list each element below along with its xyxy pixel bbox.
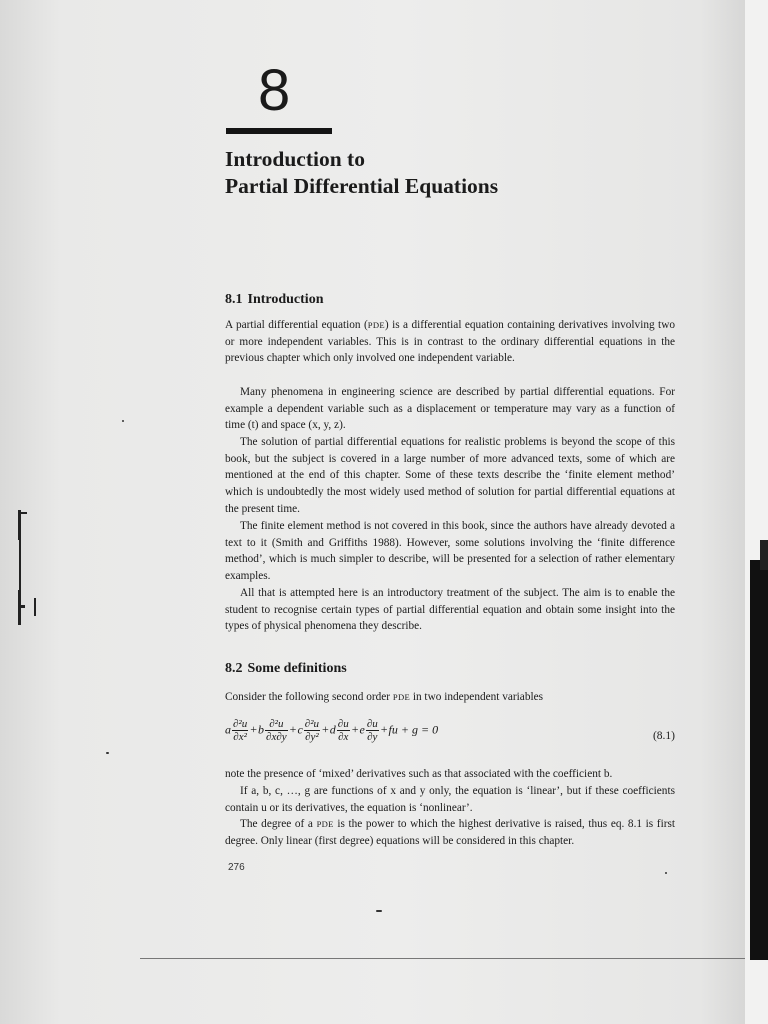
chapter-title-line1: Introduction to [225,147,365,171]
section-heading-8-2 [225,661,347,677]
section-heading-8-1 [225,292,323,308]
fraction [304,718,320,743]
abbreviation-pde: PDE [367,320,385,330]
paragraph-4: The finite element method is not covered in this book, since the authors have already devoted a text to it (Smith and Griffiths 1988). However, some solutions involving the ‘finite difference method’, which is much simpler to describe, will be presented for a selection of rather elementary examples. [225,520,675,583]
equation-number: (8.1) [652,730,675,742]
denominator: ∂y² [305,731,319,743]
equation-8-1 [225,718,675,752]
section-title: Introduction [247,292,324,307]
numerator: ∂u [366,718,378,730]
paragraph-1 [225,317,675,367]
equation-body [225,718,438,743]
fraction [265,718,288,743]
denominator: ∂x∂y [266,731,287,743]
coefficient-c: c [297,722,303,737]
coefficient-a: a [225,722,231,737]
paragraph-text: in two independent variables [410,691,544,703]
plus-sign: + [322,722,329,737]
chapter-title [225,146,685,200]
paragraph-definitions-intro [225,689,675,706]
page-number: 276 [228,862,245,873]
paragraph-linearity: If a, b, c, …, g are functions of x and y only, the equation is ‘linear’, but if these coefficients contain u or its derivatives, the equation is ‘nonlinear’. [225,785,675,814]
plus-sign: + [380,722,388,737]
paragraph-5: All that is attempted here is an introductory treatment of the subject. The aim is to enable the student to recognise certain types of partial differential equation and obtain some insight into the types of physical phenomena they describe. [225,587,675,633]
paragraph-3: The solution of partial differential equations for realistic problems is beyond the scope of this book, but the subject is covered in a large number of more advanced texts, some of which are mentioned at the end of this chapter. Some of these texts describe the ‘finite element method’ which is undoubtedly the most widely used method of solution for partial differential equations at the present time. [225,436,675,515]
paragraph-text: Consider the following second order [225,691,393,703]
plus-sign: + [351,722,359,737]
denominator: ∂x [338,731,349,743]
paragraph-text: ) is a differential equation containing derivatives involving two or more independent variables. This is in contrast to the ordinary differential equations in the previous chapter which only involved one independent variable. [225,319,676,365]
plus-sign: + [289,722,297,737]
denominator: ∂x² [233,731,247,743]
chapter-title-line2: Partial Differential Equations [225,174,499,198]
denominator: ∂y [367,731,378,743]
paragraph-text: is the power to which the highest derivative is raised, thus eq. 8.1 is first degree. Only linear (first degree) equations will be considered in this chapter. [225,818,675,847]
equation-tail: fu + g = 0 [388,722,439,737]
numerator: ∂²u [304,718,319,730]
abbreviation-pde: PDE [392,692,410,702]
coefficient-d: d [329,722,336,737]
numerator: ∂²u [265,718,288,731]
coefficient-b: b [258,722,265,737]
paragraph-mixed-derivatives: note the presence of ‘mixed’ derivatives such as that associated with the coefficient b. [225,768,613,780]
section-title: Some definitions [247,661,347,676]
paragraph-text: The degree of a [240,818,317,830]
chapter-number: 8 [258,58,291,123]
paragraph-degree [225,816,675,849]
fraction [232,718,248,743]
abbreviation-pde: PDE [316,819,334,829]
paragraph-text: A partial differential equation ( [225,319,368,331]
numerator: ∂²u [233,718,248,730]
plus-sign: + [250,722,258,737]
section-number: 8.2 [225,661,243,676]
coefficient-e: e [359,722,365,737]
paragraph-2: Many phenomena in engineering science are described by partial differential equations. For example a dependent variable such as a displacement or temperature may vary as a function of time (t) and space (x, y, z). [225,386,675,432]
fraction [366,718,379,743]
numerator: ∂u [337,718,349,730]
section-number: 8.1 [225,292,243,307]
fraction [337,718,350,743]
chapter-rule [226,128,332,134]
